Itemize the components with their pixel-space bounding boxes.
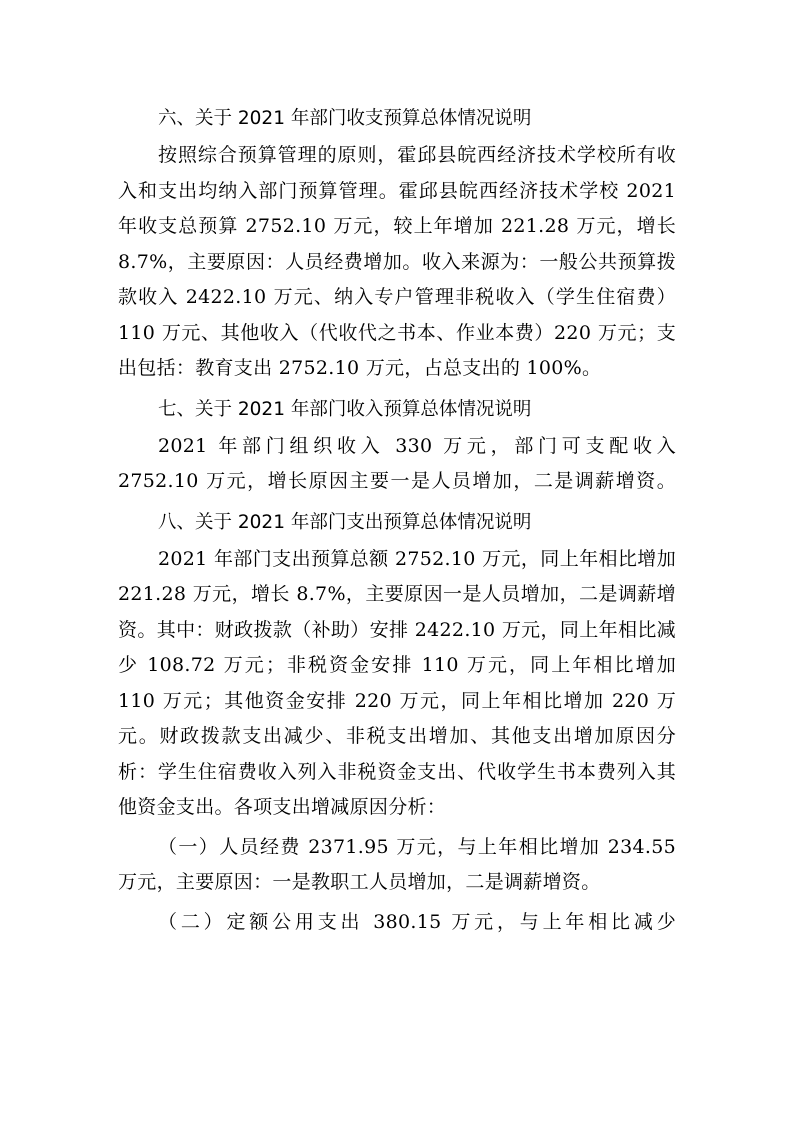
- document-page: [118, 100, 676, 942]
- paragraph-expenditure-overview: 2021 年部门支出预算总额 2752.10 万元，同上年相比增加 221.28 万元，增长 8.7%，主要原因一是人员增加，二是调薪增资。其中：财政拨款（补助）安排 2422.10 万元，同上年相比减少 108.72 万元；非税资金安排 110 万元，同上年相比增加 110 万元；其他资金安排 220 万元，同上年相比增加 220 万元。财政拨款支出减少、非税支出增加、其他支出增加原因分析：学生住宿费收入列入非税资金支出、代收学生书本费列入其他资金支出。各项支出增减原因分析：: [118, 547, 676, 818]
- section-heading-8: 八、关于 2021 年部门支出预算总体情况说明: [158, 511, 532, 533]
- paragraph-public-expense: （二）定额公用支出 380.15 万元，与上年相比减少: [158, 910, 676, 933]
- section-heading-6: 六、关于 2021 年部门收支预算总体情况说明: [158, 108, 532, 129]
- paragraph-income-overview: 2021 年部门组织收入 330 万元，部门可支配收入 2752.10 万元，增长原因主要一是人员增加，二是调薪增资。: [118, 434, 676, 492]
- paragraph-personnel-expense: （一）人员经费 2371.95 万元，与上年相比增加 234.55 万元，主要原因：一是教职工人员增加，二是调薪增资。: [118, 835, 676, 893]
- paragraph-budget-overview: 按照综合预算管理的原则，霍邱县皖西经济技术学校所有收入和支出均纳入部门预算管理。霍邱县皖西经济技术学校 2021 年收支总预算 2752.10 万元，较上年增加 221.28 万元，增长 8.7%，主要原因：人员经费增加。收入来源为：一般公共预算拨款收入 2422.10 万元、纳入专户管理非税收入（学生住宿费）110 万元、其他收入（代收代之书本、作业本费）220 万元；支出包括：教育支出 2752.10 万元，占总支出的 100%。: [118, 144, 676, 379]
- section-heading-7: 七、关于 2021 年部门收入预算总体情况说明: [158, 398, 532, 420]
